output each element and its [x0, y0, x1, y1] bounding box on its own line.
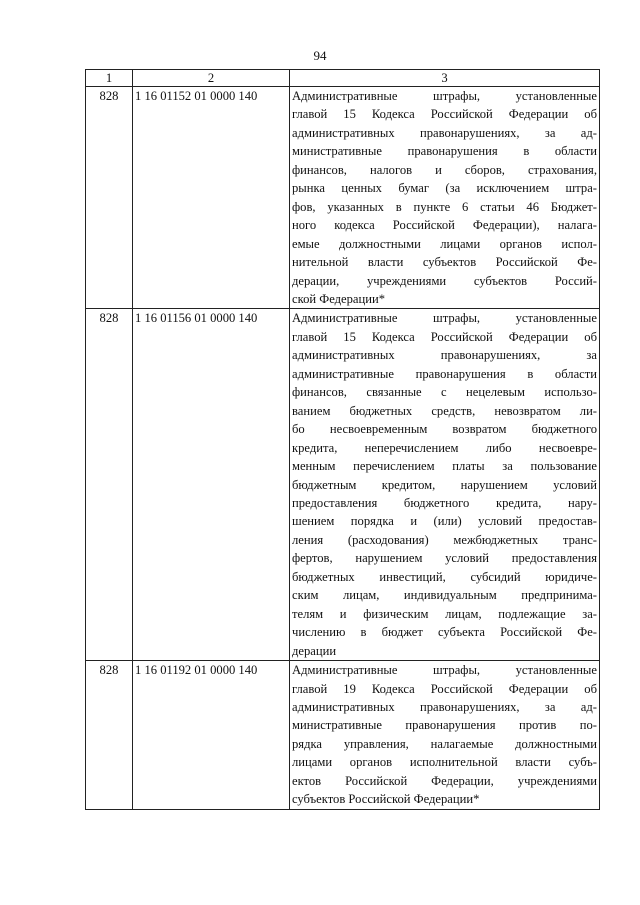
description-line: ской Федерации* [292, 291, 386, 306]
description-cell [290, 87, 600, 309]
description-line: ванием бюджетных средств, невозвратом ли- [292, 403, 597, 418]
table-row [86, 87, 600, 309]
description-line: фов, указанных в пункте 6 статьи 46 Бюджет- [292, 199, 597, 214]
description-line: административных правонарушениях, за ад- [292, 125, 597, 140]
description-line: административных правонарушениях, за ад- [292, 699, 597, 714]
income-code-cell: 1 16 01152 01 0000 140 [133, 87, 290, 309]
header-col-1: 1 [86, 70, 133, 87]
description-line: рынка ценных бумаг (за исключением штра- [292, 181, 597, 196]
description-line: финансов, налогов и сборов, страхования, [292, 162, 597, 177]
description-line: главой 19 Кодекса Российской Федерации об [292, 681, 597, 696]
description-line: дерации, учреждениями субъектов Россий- [292, 273, 597, 288]
table-header-row [86, 70, 600, 87]
table-row [86, 309, 600, 661]
description-line: ления (расходования) межбюджетных транс- [292, 532, 597, 547]
description-cell [290, 661, 600, 810]
description-line: предоставления бюджетного кредита, нару- [292, 495, 597, 510]
budget-classification-table [85, 69, 600, 810]
description-line: главой 15 Кодекса Российской Федерации об [292, 329, 597, 344]
header-col-2: 2 [133, 70, 290, 87]
page-number: 94 [313, 48, 327, 63]
description-line: числению в бюджет субъекта Российской Фе- [292, 625, 597, 640]
description-line: Административные штрафы, установленные [292, 663, 597, 678]
description-line: бо несвоевременным возвратом бюджетного [292, 422, 597, 437]
description-line: бюджетным кредитом, нарушением условий [292, 477, 597, 492]
table-body [86, 87, 600, 810]
description-line: лицами органов исполнительной власти субъ- [292, 755, 597, 770]
description-line: дерации [292, 643, 337, 658]
description-line: бюджетных инвестиций, субсидий юридиче- [292, 569, 597, 584]
description-line: субъектов Российской Федерации* [292, 792, 480, 807]
admin-code-cell: 828 [86, 661, 133, 810]
description-line: административные правонарушения в области [292, 366, 597, 381]
admin-code-cell: 828 [86, 87, 133, 309]
description-line: финансов, связанные с нецелевым использо- [292, 385, 597, 400]
description-line: министративные правонарушения против по- [292, 718, 597, 733]
description-line: Административные штрафы, установленные [292, 311, 597, 326]
description-line: телям и физическим лицам, подлежащие за- [292, 606, 597, 621]
description-cell [290, 309, 600, 661]
description-line: нительной власти субъектов Российской Фе- [292, 255, 597, 270]
income-code-cell: 1 16 01192 01 0000 140 [133, 661, 290, 810]
description-line: ного кодекса Российской Федерации), налага- [292, 218, 597, 233]
description-line: рядка управления, налагаемые должностными [292, 736, 597, 751]
table-row [86, 661, 600, 810]
description-line: министративные правонарушения в области [292, 144, 597, 159]
description-line: менным перечислением платы за пользование [292, 459, 597, 474]
income-code-cell: 1 16 01156 01 0000 140 [133, 309, 290, 661]
description-line: ектов Российской Федерации, учреждениями [292, 773, 597, 788]
header-col-3: 3 [290, 70, 600, 87]
description-line: емые должностными лицами органов испол- [292, 236, 597, 251]
description-line: главой 15 Кодекса Российской Федерации об [292, 107, 597, 122]
description-line: Административные штрафы, установленные [292, 89, 597, 103]
description-line: административных правонарушениях, за [292, 348, 597, 363]
admin-code-cell: 828 [86, 309, 133, 661]
description-line: фертов, нарушением условий предоставления [292, 551, 597, 566]
description-line: шением порядка и (или) условий предостав- [292, 514, 597, 529]
description-line: кредита, неперечислением либо несвоевре- [292, 440, 597, 455]
description-line: ским лицам, индивидуальным предпринима- [292, 588, 597, 603]
